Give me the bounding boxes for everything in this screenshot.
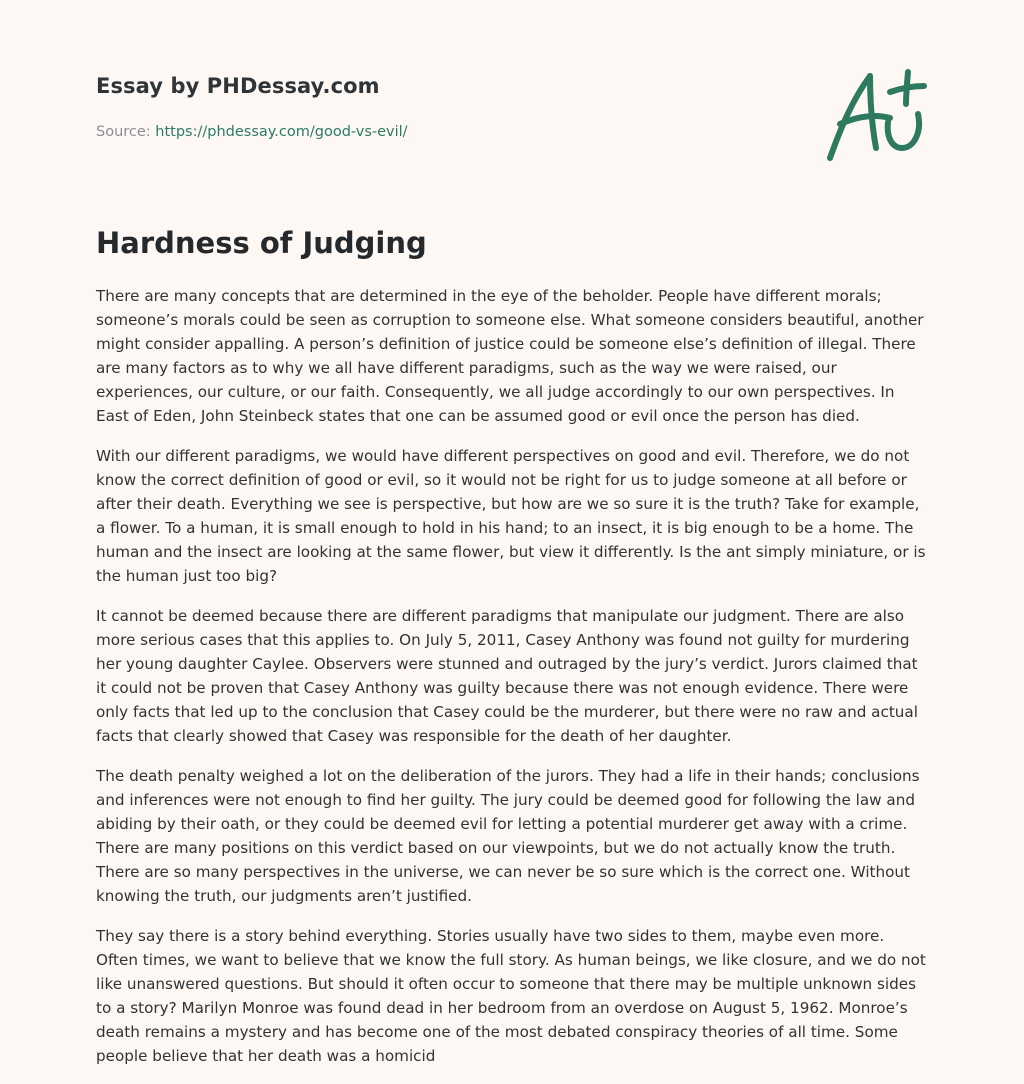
essay-paragraph: There are many concepts that are determined in the eye of the beholder. People have different morals; someone’s morals could be seen as corruption to someone else. What someone considers beautiful, another might consider appalling. A person’s definition of justice could be someone else’s definition of illegal. There are many factors as to why we all have different paradigms, such as the way we were raised, our experiences, our culture, or our faith. Consequently, we all judge accordingly to our own perspectives. In East of Eden, John Steinbeck states that one can be assumed good or evil once the person has died. <box>96 287 924 425</box>
essay-paragraph: The death penalty weighed a lot on the deliberation of the jurors. They had a life in their hands; conclusions and inferences were not enough to find her guilty. The jury could be deemed good for following the law and abiding by their oath, or they could be deemed evil for letting a potential murderer get away with a crime. There are many positions on this verdict based on our viewpoints, but we do not actually know the truth. There are so many perspectives in the universe, we can never be so sure which is the correct one. Without knowing the truth, our judgments aren’t justified. <box>96 767 920 905</box>
source-label: Source: <box>96 124 151 140</box>
source-link[interactable]: https://phdessay.com/good-vs-evil/ <box>155 124 408 140</box>
a-plus-grade-icon <box>818 66 930 166</box>
site-title: Essay by PHDessay.com <box>96 74 380 98</box>
source-line <box>96 124 408 140</box>
essay-paragraph: They say there is a story behind everything. Stories usually have two sides to them, maybe even more. Often times, we want to believe that we know the full story. As human beings, we like closure, and we do not like unanswered questions. But should it often occur to someone that there may be multiple unknown sides to a story? Marilyn Monroe was found dead in her bedroom from an overdose on August 5, 1962. Monroe’s death remains a mystery and has become one of the most debated conspiracy theories of all time. Some people believe that her death was a homicid <box>96 927 926 1065</box>
essay-title: Hardness of Judging <box>96 226 427 260</box>
essay-paragraph: It cannot be deemed because there are different paradigms that manipulate our judgment. There are also more serious cases that this applies to. On July 5, 2011, Casey Anthony was found not guilty for murdering her young daughter Caylee. Observers were stunned and outraged by the jury’s verdict. Jurors claimed that it could not be proven that Casey Anthony was guilty because there was not enough evidence. There were only facts that led up to the conclusion that Casey could be the murderer, but there were no raw and actual facts that clearly showed that Casey was responsible for the death of her daughter. <box>96 607 918 745</box>
essay-body <box>96 284 930 1084</box>
essay-paragraph: With our different paradigms, we would have different perspectives on good and evil. Therefore, we do not know the correct definition of good or evil, so it would not be right for us to judge someone at all before or after their death. Everything we see is perspective, but how are we so sure it is the truth? Take for example, a flower. To a human, it is small enough to hold in his hand; to an insect, it is big enough to be a home. The human and the insect are looking at the same flower, but view it differently. Is the ant simply miniature, or is the human just too big? <box>96 447 926 585</box>
